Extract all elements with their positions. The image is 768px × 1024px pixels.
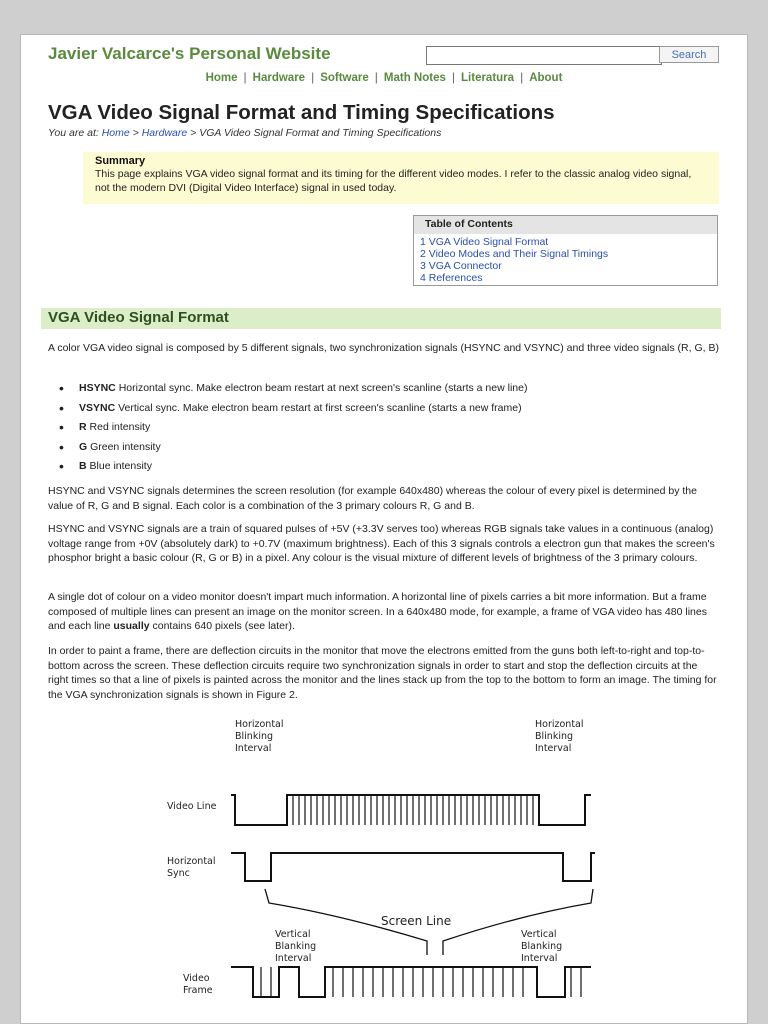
- breadcrumb-hardware-link[interactable]: Hardware: [141, 127, 188, 139]
- page-title: VGA Video Signal Format and Timing Specifications: [48, 101, 555, 124]
- search-button[interactable]: Search: [659, 46, 719, 63]
- nav-software[interactable]: Software: [320, 72, 369, 84]
- table-of-contents: [413, 215, 718, 286]
- figure-label-vbi-left: Vertical: [275, 929, 311, 940]
- nav-hardware[interactable]: Hardware: [252, 72, 306, 84]
- paragraph-signals: HSYNC and VSYNC signals are a train of squared pulses of +5V (+3.3V serves too) whereas RGB signals take values in a continuous (analog) voltage range from +0V (absolutely dark) to +0.7V (maximum brightness). Each of this 3 signals controls a electron gun that makes the screen's phosphor bright a basic colour (R, G or B) in a pixel. Any colour is the visual mixture of different levels of brightness of the 3 primary colours.: [48, 523, 715, 564]
- list-term: R: [79, 421, 87, 433]
- paragraph-text: A single dot of colour on a video monitor doesn't impart much information. A horizontal line of pixels carries a bit more information. But a frame composed of multiple lines can present an image on the monitor screen. In a 640x480 mode, for example, a frame of VGA video has 480 lines and each line: [48, 591, 707, 632]
- hsync-waveform: [231, 853, 595, 881]
- video-frame-waveform: [231, 967, 591, 997]
- list-desc: Red intensity: [89, 421, 151, 433]
- list-item: [59, 438, 719, 458]
- section-intro: A color VGA video signal is composed by 5 different signals, two synchronization signals (HSYNC and VSYNC) and three video signals (R, G, B): [48, 342, 719, 354]
- paragraph-resolution: HSYNC and VSYNC signals determines the screen resolution (for example 640x480) whereas the colour of every pixel is determined by the value of R, G and B signal. Each color is a combination of the 3 primary colours R, G and B.: [48, 485, 697, 512]
- figure-label-vbi-right: Interval: [521, 953, 558, 964]
- breadcrumb-current: VGA Video Signal Format and Timing Specifications: [199, 127, 442, 139]
- figure-label-hbi-left: Horizontal: [235, 719, 284, 730]
- nav-separator: |: [311, 70, 315, 84]
- breadcrumb-prefix: You are at:: [48, 127, 99, 139]
- list-term: HSYNC: [79, 382, 116, 394]
- toc-link-vga-connector[interactable]: 3 VGA Connector: [420, 260, 502, 272]
- list-item: [59, 457, 719, 477]
- figure-label-vbi-left: Interval: [275, 953, 312, 964]
- figure-label-vbi-left: Blanking: [275, 941, 317, 952]
- toc-link-signal-format[interactable]: 1 VGA Video Signal Format: [420, 236, 549, 248]
- figure-label-video-frame: Frame: [183, 985, 213, 996]
- nav-separator: |: [243, 70, 247, 84]
- figure-label-vbi-right: Vertical: [521, 929, 557, 940]
- list-term: VSYNC: [79, 401, 116, 414]
- list-desc: Horizontal sync. Make electron beam restart at next screen's scanline (starts a new line): [118, 382, 528, 394]
- figure-label-vbi-right: Blanking: [521, 941, 563, 952]
- nav-about[interactable]: About: [529, 72, 563, 84]
- list-item: [59, 399, 719, 419]
- signal-list: [59, 379, 719, 477]
- figure-label-hsync: Sync: [167, 868, 190, 879]
- list-term: B: [79, 460, 87, 472]
- summary-box: [83, 152, 719, 204]
- nav-separator: |: [374, 70, 378, 84]
- paragraph-deflection: In order to paint a frame, there are deflection circuits in the monitor that move the electrons emitted from the guns both left-to-right and top-to-bottom across the screen. These deflection circuits require two synchronization signals in order to start and stop the deflection circuits at the right times so that a line of pixels is painted across the monitor and the lines stack up from the top to the bottom to form an image. The timing for the VGA synchronization signals is shown in Figure 2.: [48, 645, 717, 701]
- list-desc: Green intensity: [90, 440, 161, 453]
- video-frame-line-ticks: [261, 967, 581, 997]
- summary-title: Summary: [95, 155, 146, 167]
- nav-math-notes[interactable]: Math Notes: [383, 72, 446, 84]
- toc-title: Table of Contents: [414, 216, 717, 234]
- breadcrumb: [48, 127, 441, 139]
- main-nav: [21, 70, 747, 84]
- toc-link-video-modes[interactable]: 2 Video Modes and Their Signal Timings: [420, 248, 609, 260]
- figure-label-screen-line: Screen Line: [381, 914, 452, 928]
- toc-item: [420, 248, 717, 260]
- figure-label-hbi-left: Interval: [235, 743, 272, 754]
- nav-home[interactable]: Home: [205, 72, 238, 84]
- list-desc: Vertical sync. Make electron beam restart at first screen's scanline (starts a new frame): [118, 401, 522, 414]
- toc-item: [420, 260, 717, 272]
- figure-label-hbi-right: Interval: [535, 743, 572, 754]
- list-item: [59, 379, 719, 399]
- list-term: G: [79, 440, 88, 453]
- toc-list: [414, 236, 717, 284]
- page: [20, 34, 748, 1024]
- breadcrumb-separator: >: [132, 127, 139, 139]
- emphasis-text: usually: [113, 620, 150, 632]
- list-desc: Blue intensity: [89, 460, 152, 472]
- nav-separator: |: [451, 70, 456, 84]
- figure-label-hsync: Horizontal: [167, 856, 216, 867]
- list-item: [59, 418, 719, 438]
- video-line-waveform: [231, 795, 591, 825]
- site-title[interactable]: Javier Valcarce's Personal Website: [48, 44, 331, 63]
- nav-separator: |: [520, 70, 524, 84]
- paragraph-pixels: [48, 590, 720, 634]
- figure-label-hbi-right: Horizontal: [535, 719, 584, 730]
- toc-link-references[interactable]: 4 References: [420, 272, 483, 284]
- breadcrumb-separator: >: [190, 127, 197, 139]
- nav-literatura[interactable]: Literatura: [461, 72, 515, 84]
- paragraph-text: contains 640 pixels (see later).: [152, 620, 295, 632]
- toc-item: [420, 236, 717, 248]
- search-input[interactable]: [426, 46, 662, 65]
- summary-text: This page explains VGA video signal format and its timing for the different video modes. I refer to the classic analog video signal, not the modern DVI (Digital Video Interface) signal in used today.: [95, 168, 692, 194]
- figure-label-video-line: Video Line: [167, 801, 217, 812]
- breadcrumb-home-link[interactable]: Home: [101, 127, 130, 139]
- section-heading: VGA Video Signal Format: [41, 308, 721, 329]
- figure-label-hbi-right: Blinking: [535, 731, 574, 742]
- toc-item: [420, 272, 717, 284]
- video-line-pixel-ticks: [293, 795, 533, 825]
- figure-label-hbi-left: Blinking: [235, 731, 274, 742]
- vga-timing-diagram: [161, 715, 601, 1024]
- figure-label-video-frame: Video: [183, 973, 210, 984]
